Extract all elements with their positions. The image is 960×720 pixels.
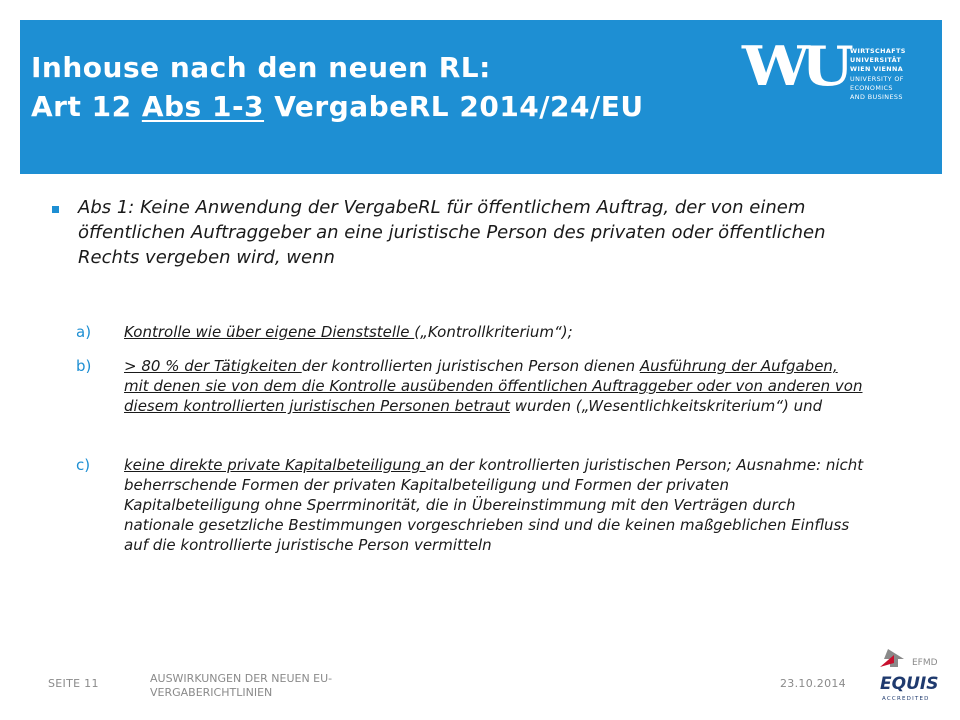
wu-logo — [722, 26, 922, 126]
list-a-underlined: Kontrolle wie über eigene Dienststelle — [124, 323, 415, 341]
logo-line-1: WIRTSCHAFTS — [850, 47, 906, 55]
logo-line-3: WIEN VIENNA — [850, 65, 904, 74]
list-label-b: b) — [76, 357, 92, 375]
list-b-rest: wurden („Wesentlichkeitskriterium“) und — [510, 397, 823, 415]
page-number: SEITE 11 — [48, 677, 99, 690]
accredited-text: ACCREDITED — [882, 696, 930, 702]
logo-line-6: AND BUSINESS — [850, 93, 903, 102]
list-body-c — [124, 455, 864, 555]
equis-text: EQUIS — [880, 674, 939, 694]
logo-line-4: UNIVERSITY OF — [850, 74, 904, 83]
list-b-underlined: > 80 % der Tätigkeiten — [124, 357, 302, 375]
list-label-c: c) — [76, 456, 91, 474]
wu-logo-text — [850, 47, 906, 102]
title-line-2-start: Art 12 — [31, 90, 142, 123]
list-c-rest: an der kontrollierten juristischen Person; Ausnahme: nicht beherrschende Formen der privaten Kapitalbeteiligung und Formen der privaten Kapitalbeteiligung ohne Sperrminorität, die in Übereinstimmung mit den Verträgen durch nationale gesetzliche Bestimmungen vorgeschrieben sind und die keinen maßgeblichen Einfluss auf die kontrollierte juristische Person vermitteln — [124, 456, 864, 554]
logo-line-5: ECONOMICS — [850, 83, 893, 92]
logo-line-2: UNIVERSITÄT — [850, 56, 902, 65]
efmd-text: EFMD — [912, 658, 938, 668]
list-b-underlined-2: Ausführung der Aufgaben, mit denen sie von dem die Kontrolle ausübenden öffentlichen Auftraggeber oder von anderen von diesem kontrollierten juristischen Personen betraut — [124, 357, 863, 415]
square-bullet-icon — [52, 206, 59, 213]
list-label-a: a) — [76, 323, 92, 341]
wu-logo-mark: WU — [742, 34, 845, 98]
list-body-a — [124, 322, 864, 342]
slide-title — [31, 48, 644, 126]
title-line-1: Inhouse nach den neuen RL: — [31, 51, 491, 84]
footer-date: 23.10.2014 — [780, 677, 846, 690]
title-line-2-underlined: Abs 1-3 — [141, 90, 265, 123]
title-line-2-end: VergabeRL 2014/24/EU — [264, 90, 644, 123]
footer-title: AUSWIRKUNGEN DER NEUEN EU-VERGABERICHTLINIEN — [150, 672, 333, 699]
list-c-underlined: keine direkte private Kapitalbeteiligung — [124, 456, 426, 474]
list-b-middle: der kontrollierten juristischen Person dienen — [301, 357, 640, 375]
list-body-b — [124, 356, 864, 416]
list-a-rest: („Kontrollkriterium“); — [414, 323, 573, 341]
equis-accredited-logo — [874, 645, 946, 707]
main-bullet-text: Abs 1: Keine Anwendung der VergabeRL für öffentlichem Auftrag, der von einem öffentlichen Auftraggeber an eine juristische Person des privaten oder öffentlichen Rechts vergeben wird, wenn — [78, 197, 826, 268]
